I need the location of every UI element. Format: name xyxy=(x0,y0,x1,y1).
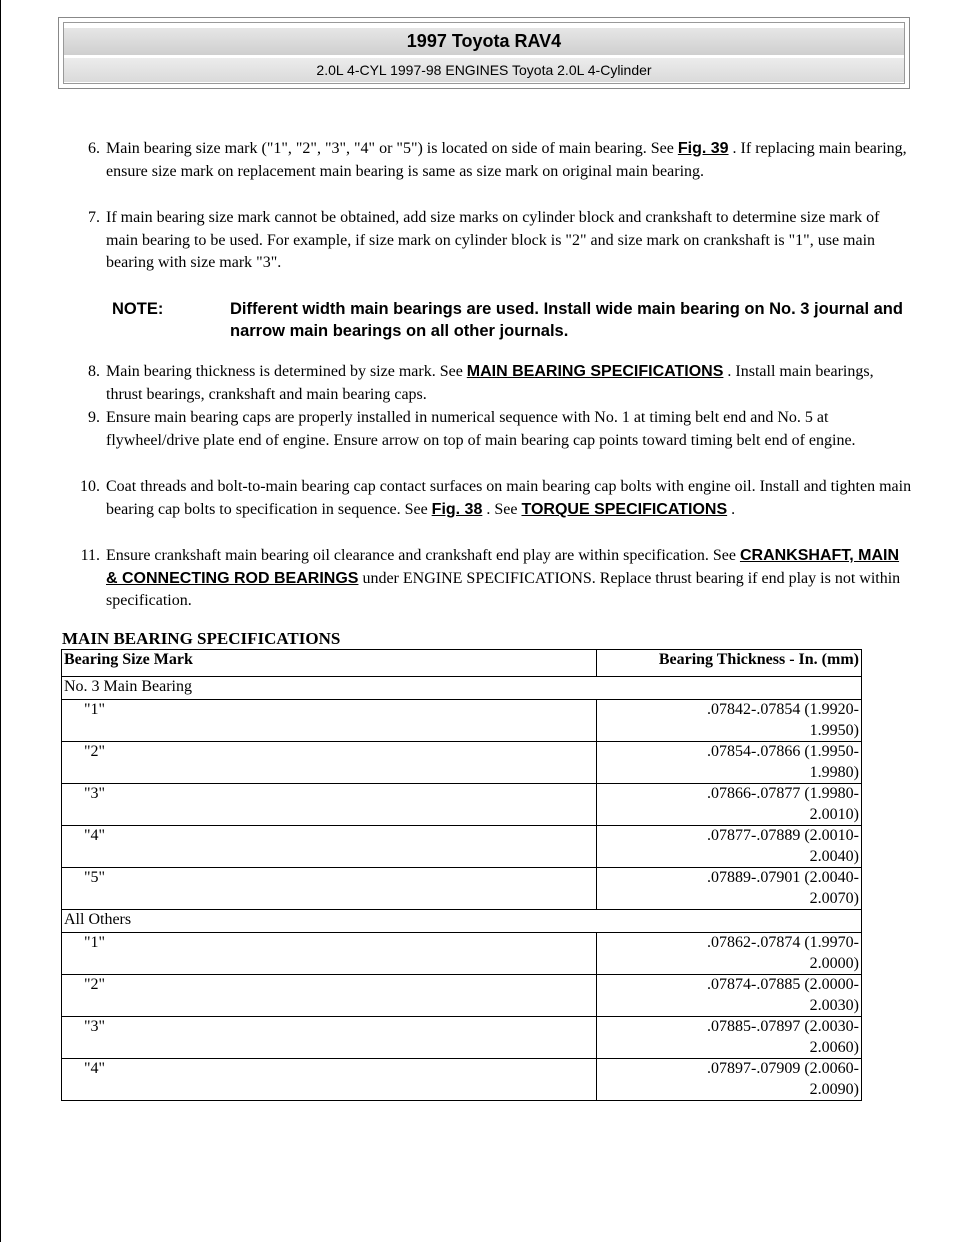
step-text-part: Main bearing size mark ("1", "2", "3", "4" or "5") is located on side of main bearing. See xyxy=(106,140,678,157)
table-row xyxy=(62,826,862,868)
size-mark-cell: "2" xyxy=(62,742,597,784)
thickness-line-1: .07862-.07874 (1.9970- xyxy=(707,934,859,951)
table-row xyxy=(62,700,862,742)
page-left-edge xyxy=(0,0,1,1242)
step-text-part: Coat threads and bolt-to-main bearing cap contact surfaces on main bearing cap bolts with engine oil. Install and tighten main bearing cap bolts to specification in sequence. See xyxy=(106,478,912,518)
thickness-line-2: 2.0090) xyxy=(809,1080,859,1098)
step-number: 7. xyxy=(88,209,100,226)
thickness-cell xyxy=(597,868,862,910)
table-row xyxy=(62,868,862,910)
step-text: If main bearing size mark cannot be obtained, add size marks on cylinder block and crankshaft to determine size mark of main bearing to be used. For example, if size mark on cylinder block is "2" and size mark on crankshaft is "1", use main bearing with size mark "3". xyxy=(106,209,880,271)
document-header xyxy=(58,17,910,89)
step-text-part: . See xyxy=(482,500,522,518)
thickness-line-2: 1.9950) xyxy=(809,721,859,739)
size-mark-cell: "1" xyxy=(62,933,597,975)
step-text-part: . xyxy=(727,500,736,518)
size-mark-cell: "4" xyxy=(62,1059,597,1101)
thickness-line-1: .07885-.07897 (2.0030- xyxy=(707,1018,859,1035)
thickness-cell xyxy=(597,784,862,826)
crankshaft-bearings-link[interactable]: CRANKSHAFT, MAIN & CONNECTING ROD BEARINGS xyxy=(106,547,900,587)
thickness-line-2: 2.0070) xyxy=(809,889,859,907)
thickness-line-2: 2.0000) xyxy=(809,954,859,972)
main-bearing-specs-link[interactable]: MAIN BEARING SPECIFICATIONS xyxy=(466,363,724,380)
table-row xyxy=(62,1017,862,1059)
step-number: 10. xyxy=(80,478,100,495)
thickness-cell xyxy=(597,1059,862,1101)
thickness-line-1: .07854-.07866 (1.9950- xyxy=(707,743,859,760)
thickness-cell xyxy=(597,826,862,868)
thickness-line-2: 2.0010) xyxy=(809,805,859,823)
thickness-line-1: .07866-.07877 (1.9980- xyxy=(707,785,859,802)
step-text-part: Ensure crankshaft main bearing oil clearance and crankshaft end play are within specification. See xyxy=(106,547,740,564)
thickness-cell xyxy=(597,933,862,975)
thickness-line-1: .07877-.07889 (2.0010- xyxy=(707,827,859,844)
column-header-thickness: Bearing Thickness - In. (mm) xyxy=(597,650,862,677)
step-text xyxy=(106,545,912,613)
table-row xyxy=(62,975,862,1017)
thickness-cell xyxy=(597,742,862,784)
step-text xyxy=(106,361,912,406)
step-number: 11. xyxy=(80,547,100,564)
header-subtitle: 2.0L 4-CYL 1997-98 ENGINES Toyota 2.0L 4-Cylinder xyxy=(64,58,904,82)
fig-38-link[interactable]: Fig. 38 xyxy=(431,500,483,518)
thickness-cell xyxy=(597,1017,862,1059)
table-row xyxy=(62,933,862,975)
size-mark-cell: "2" xyxy=(62,975,597,1017)
thickness-line-2: 1.9980) xyxy=(809,763,859,781)
size-mark-cell: "3" xyxy=(62,784,597,826)
thickness-line-2: 2.0060) xyxy=(809,1038,859,1056)
table-row xyxy=(62,784,862,826)
thickness-line-1: .07874-.07885 (2.0000- xyxy=(707,976,859,993)
note-label: NOTE: xyxy=(112,300,164,318)
group-label: All Others xyxy=(62,910,862,933)
table-row xyxy=(62,1059,862,1101)
table-row xyxy=(62,742,862,784)
thickness-line-1: .07889-.07901 (2.0040- xyxy=(707,869,859,886)
group-row xyxy=(62,910,862,933)
note-block xyxy=(112,298,912,342)
group-row xyxy=(62,677,862,700)
size-mark-cell: "5" xyxy=(62,868,597,910)
note-text: Different width main bearings are used. Install wide main bearing on No. 3 journal and narrow main bearings on all other journals. xyxy=(230,300,903,340)
table-header-row xyxy=(62,650,862,677)
size-mark-cell: "1" xyxy=(62,700,597,742)
group-label: No. 3 Main Bearing xyxy=(62,677,862,700)
size-mark-cell: "4" xyxy=(62,826,597,868)
torque-specs-link[interactable]: TORQUE SPECIFICATIONS xyxy=(521,500,728,518)
step-text xyxy=(106,138,912,183)
step-text: Ensure main bearing caps are properly installed in numerical sequence with No. 1 at timing belt end and No. 5 at flywheel/drive plate end of engine. Ensure arrow on top of main bearing cap points toward timing belt end of engine. xyxy=(106,409,856,449)
step-number: 6. xyxy=(88,140,100,157)
step-number: 9. xyxy=(88,409,100,426)
step-text-part: . If replacing main bearing, ensure size mark on replacement main bearing is same as size mark on original main bearing. xyxy=(106,140,907,180)
header-frame xyxy=(63,22,905,84)
section-title: MAIN BEARING SPECIFICATIONS xyxy=(62,629,341,648)
step-text xyxy=(106,476,912,521)
step-text-part: Main bearing thickness is determined by size mark. See xyxy=(106,363,467,380)
column-header-size-mark: Bearing Size Mark xyxy=(62,650,597,677)
main-bearing-spec-table xyxy=(61,649,862,1101)
thickness-line-2: 2.0040) xyxy=(809,847,859,865)
fig-39-link[interactable]: Fig. 39 xyxy=(677,140,729,157)
thickness-cell xyxy=(597,975,862,1017)
thickness-cell xyxy=(597,700,862,742)
thickness-line-1: .07897-.07909 (2.0060- xyxy=(707,1060,859,1077)
thickness-line-2: 2.0030) xyxy=(809,996,859,1014)
header-title: 1997 Toyota RAV4 xyxy=(64,28,904,55)
size-mark-cell: "3" xyxy=(62,1017,597,1059)
step-text-part: under ENGINE SPECIFICATIONS. Replace thrust bearing if end play is not within specification. xyxy=(106,569,901,609)
step-text-part: . Install main bearings, thrust bearings, crankshaft and main bearing caps. xyxy=(106,363,874,403)
step-number: 8. xyxy=(88,363,100,380)
thickness-line-1: .07842-.07854 (1.9920- xyxy=(707,701,859,718)
